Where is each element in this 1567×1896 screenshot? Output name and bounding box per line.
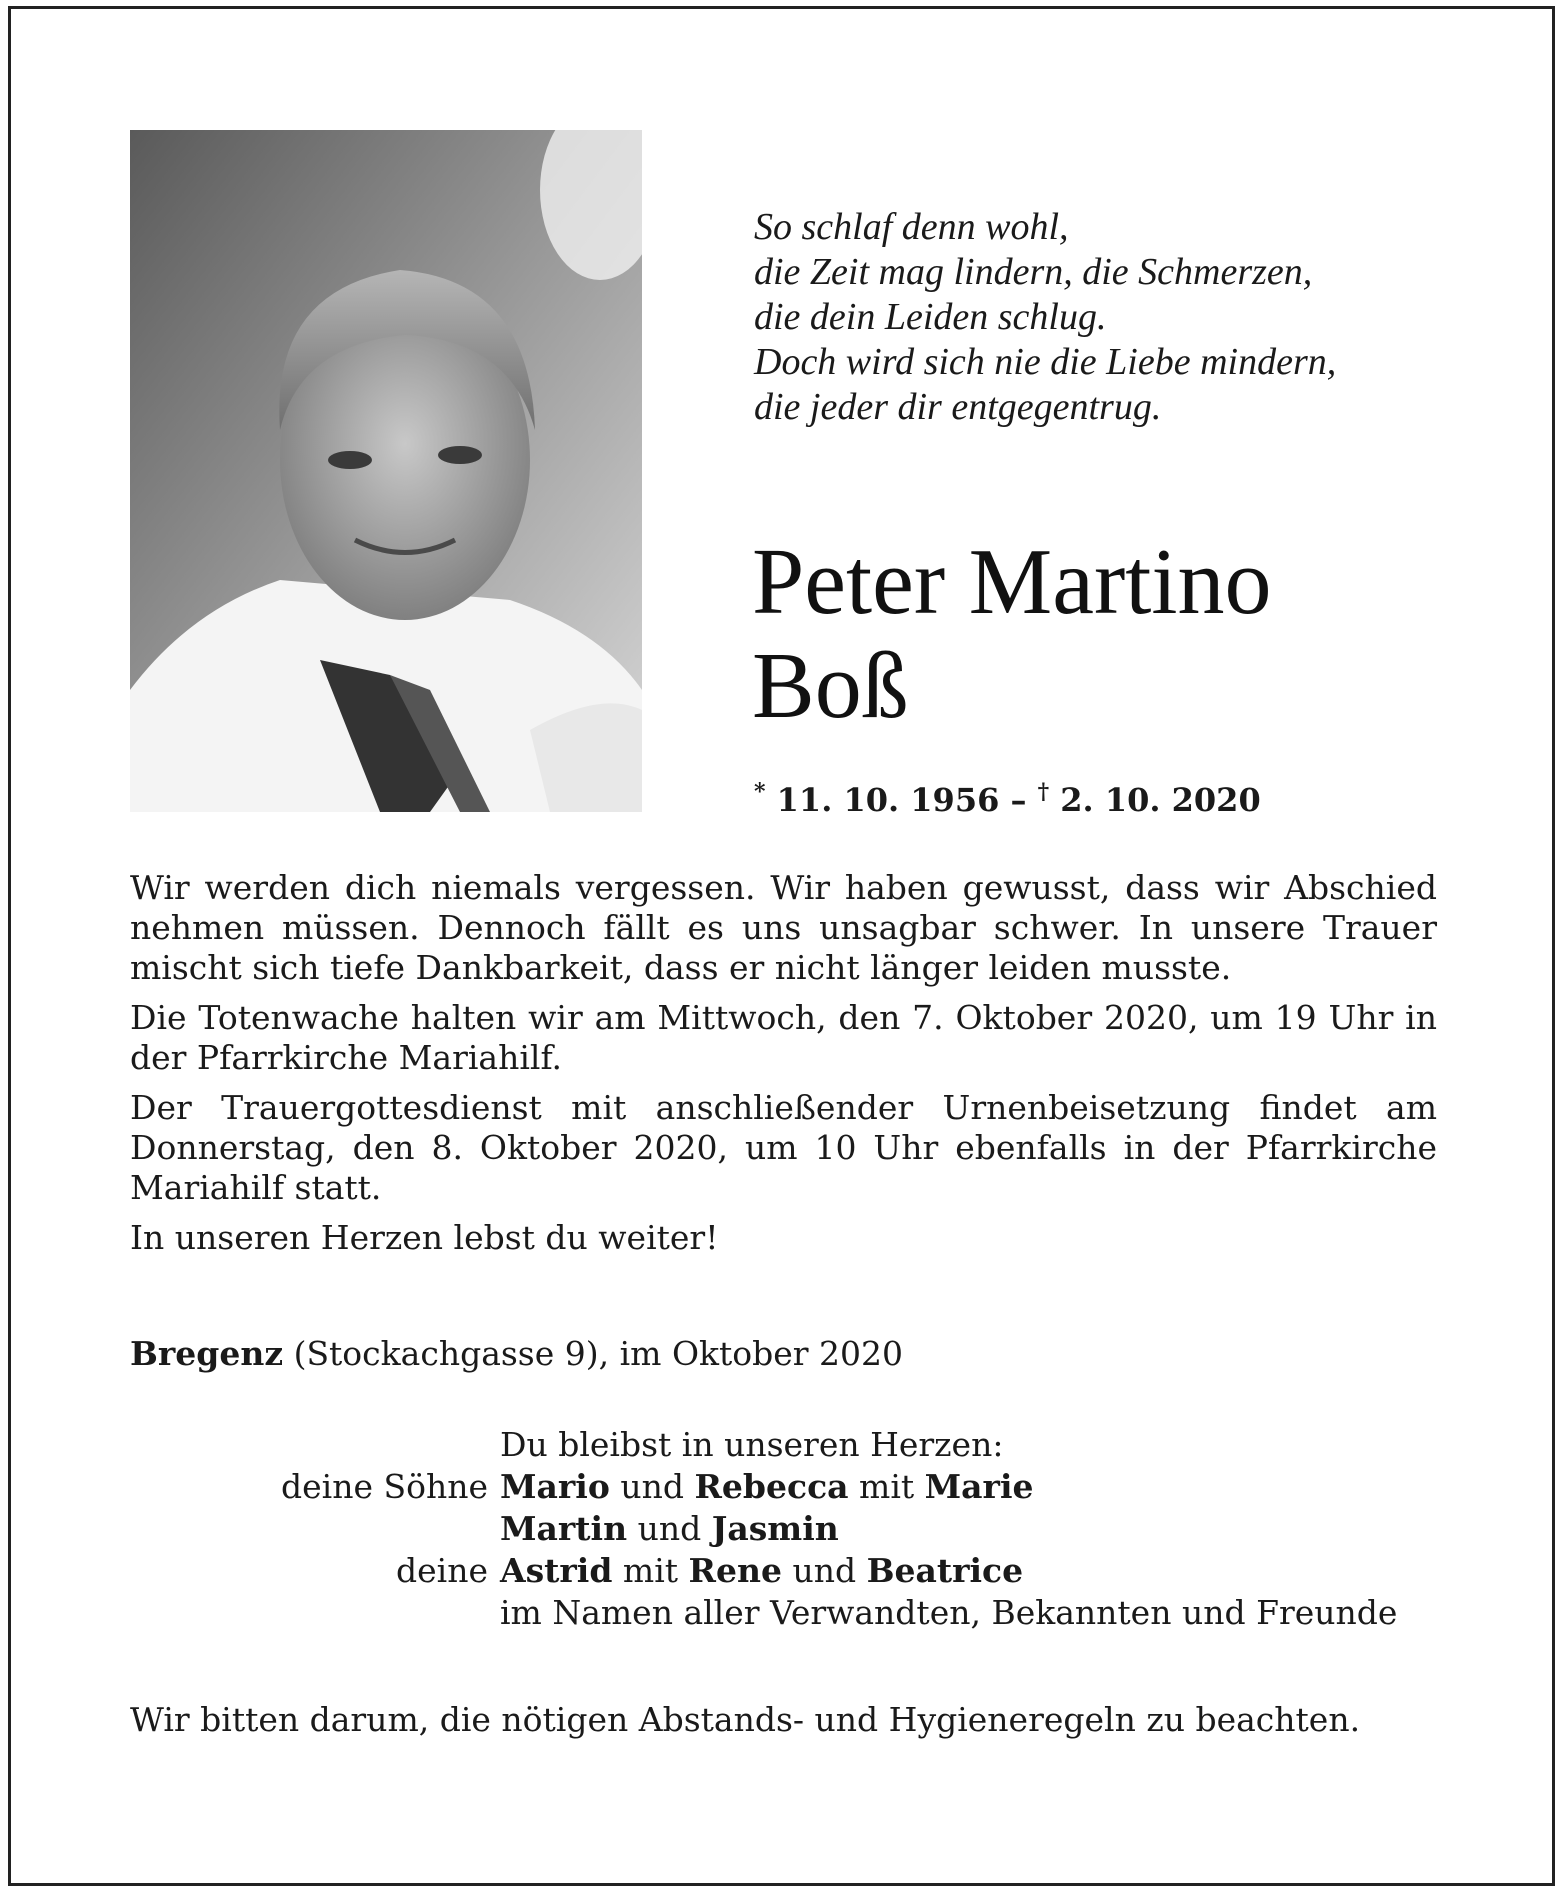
hygiene-notice: Wir bitten darum, die nötigen Abstands- und Hygieneregeln zu beachten. [130,1700,1361,1739]
birth-symbol: * [754,779,766,805]
role-deine: deine [396,1551,488,1590]
paragraph-wake: Die Totenwache halten wir am Mittwoch, den 7. Oktober 2020, um 19 Uhr in der Pfarrkirche Mariahilf. [130,998,1437,1077]
mourner-name: Astrid [500,1551,613,1590]
mourners-row-deine: deine Astrid mit Rene und Beatrice [130,1550,1450,1592]
place-and-date [130,1334,903,1374]
poem-line: die Zeit mag lindern, die Schmerzen, [754,251,1313,293]
role-sons: deine Söhne [281,1467,488,1506]
mourners-row-others [130,1592,1450,1634]
notice-body [130,868,1437,1268]
mourners-others: im Namen aller Verwandten, Bekannten und Freunde [500,1593,1398,1632]
poem-line: Doch wird sich nie die Liebe mindern, [754,341,1337,383]
date-separator: – [1010,781,1027,819]
mourners-intro-row [130,1424,1450,1466]
life-dates [754,772,1261,820]
mourners-row-sons-2: Martin und Jasmin [500,1509,839,1548]
memorial-poem [754,205,1454,430]
mourners-intro: Du bleibst in unseren Herzen: [500,1425,1004,1464]
mourner-name: Beatrice [866,1551,1024,1590]
death-date: 2. 10. 2020 [1060,781,1261,819]
mourner-name: Rene [688,1551,782,1590]
mourner-name: Marie [924,1467,1034,1506]
place-city: Bregenz [130,1334,284,1373]
poem-line: So schlaf denn wohl, [754,206,1069,248]
deceased-name [752,530,1512,738]
mourners-list [130,1424,1450,1634]
mourner-name: Mario [500,1467,610,1506]
portrait-photo [130,130,642,812]
mourner-name: Jasmin [711,1509,839,1548]
name-line-first: Peter Martino [752,530,1272,634]
paragraph-funeral: Der Trauergottesdienst mit anschließender Urnenbeisetzung findet am Donnerstag, den 8. Oktober 2020, um 10 Uhr ebenfalls in der Pfarrkirche Mariahilf statt. [130,1088,1437,1207]
mourner-name: Martin [500,1509,628,1548]
place-address: (Stockachgasse 9), im Oktober 2020 [283,1334,904,1373]
mourners-row-sons: deine Söhne Mario und Rebecca mit Marie [130,1466,1450,1508]
death-symbol: † [1037,779,1050,805]
paragraph-remembrance: In unseren Herzen lebst du weiter! [130,1218,719,1257]
poem-line: die jeder dir entgegentrug. [754,386,1162,428]
name-line-surname: Boß [752,634,909,738]
paragraph-farewell: Wir werden dich niemals vergessen. Wir haben gewusst, dass wir Abschied nehmen müssen. Dennoch fällt es uns unsagbar schwer. In unsere Trauer mischt sich tiefe Dankbarkeit, dass er nicht länger leiden musste. [130,868,1437,987]
mourner-name: Rebecca [694,1467,849,1506]
poem-line: die dein Leiden schlug. [754,296,1107,338]
birth-date: 11. 10. 1956 [776,781,1000,819]
